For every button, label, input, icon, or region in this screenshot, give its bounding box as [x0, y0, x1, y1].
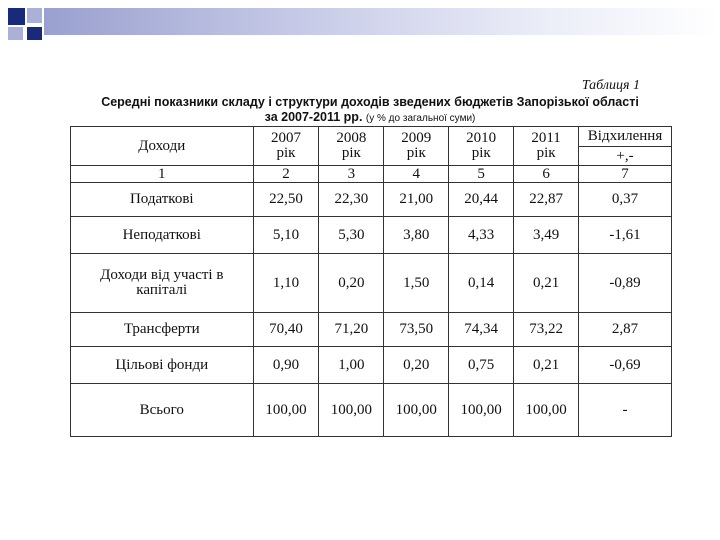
cell-value: 1,00 [319, 347, 384, 384]
cell-value: 0,20 [319, 254, 384, 313]
cell-value: 71,20 [319, 313, 384, 347]
cell-value: 3,49 [514, 217, 579, 254]
decor-square-navy-2 [27, 27, 42, 40]
table-title-line1: Середні показники складу і структури доходів зведених бюджетів Запорізької області [101, 95, 639, 109]
table-caption: Таблиця 1 [581, 78, 640, 93]
header-year-2011: 2011 рік [514, 127, 579, 166]
cell-value: 0,14 [449, 254, 514, 313]
cell-value: 1,50 [384, 254, 449, 313]
header-year-2010: 2010 рік [449, 127, 514, 166]
table-row [71, 313, 672, 347]
cell-value: 22,87 [514, 183, 579, 217]
cell-deviation: 2,87 [579, 313, 672, 347]
index-row [71, 166, 672, 183]
index-cell: 5 [449, 166, 514, 183]
index-cell: 6 [514, 166, 579, 183]
cell-value: 3,80 [384, 217, 449, 254]
cell-value: 5,30 [319, 217, 384, 254]
index-cell: 2 [253, 166, 319, 183]
row-label: Неподаткові [71, 217, 254, 254]
cell-value: 21,00 [384, 183, 449, 217]
decor-square-navy-1 [8, 8, 25, 25]
header-year-2009: 2009 рік [384, 127, 449, 166]
cell-value: 1,10 [253, 254, 319, 313]
index-cell: 7 [579, 166, 672, 183]
table-row [71, 254, 672, 313]
cell-deviation: 0,37 [579, 183, 672, 217]
table-title-unit: (у % до загальної суми) [365, 113, 476, 124]
row-label: Всього [71, 384, 254, 437]
cell-value: 100,00 [319, 384, 384, 437]
header-income: Доходи [71, 127, 254, 166]
row-label: Податкові [71, 183, 254, 217]
cell-value: 73,22 [514, 313, 579, 347]
table-row [71, 217, 672, 254]
cell-deviation: -0,69 [579, 347, 672, 384]
cell-value: 100,00 [253, 384, 319, 437]
decor-square-lavender-2 [8, 27, 23, 40]
cell-deviation: -0,89 [579, 254, 672, 313]
index-cell: 3 [319, 166, 384, 183]
cell-value: 73,50 [384, 313, 449, 347]
header-deviation-sign: +,- [579, 147, 672, 166]
decor-gradient-strip [44, 8, 720, 35]
cell-value: 20,44 [449, 183, 514, 217]
cell-deviation: -1,61 [579, 217, 672, 254]
cell-value: 22,30 [319, 183, 384, 217]
cell-value: 0,20 [384, 347, 449, 384]
cell-value: 5,10 [253, 217, 319, 254]
cell-value: 0,21 [514, 254, 579, 313]
row-label: Трансферти [71, 313, 254, 347]
decor-square-lavender-1 [27, 8, 42, 23]
cell-value: 22,50 [253, 183, 319, 217]
cell-deviation: - [579, 384, 672, 437]
cell-value: 0,75 [449, 347, 514, 384]
cell-value: 100,00 [384, 384, 449, 437]
header-deviation: Відхилення [579, 127, 672, 147]
cell-value: 4,33 [449, 217, 514, 254]
income-table [70, 126, 672, 437]
index-cell: 1 [71, 166, 254, 183]
header-year-2008: 2008 рік [319, 127, 384, 166]
table-row [71, 347, 672, 384]
table-row-total [71, 384, 672, 437]
table-title-line2 [70, 109, 670, 127]
cell-value: 0,21 [514, 347, 579, 384]
table-title-period: за 2007-2011 рр. [264, 110, 363, 124]
index-cell: 4 [384, 166, 449, 183]
header-year-2007: 2007 рік [253, 127, 319, 166]
header-row [71, 127, 672, 147]
row-label: Цільові фонди [71, 347, 254, 384]
table-row [71, 183, 672, 217]
cell-value: 100,00 [449, 384, 514, 437]
cell-value: 100,00 [514, 384, 579, 437]
cell-value: 74,34 [449, 313, 514, 347]
cell-value: 70,40 [253, 313, 319, 347]
cell-value: 0,90 [253, 347, 319, 384]
row-label: Доходи від участі в капіталі [71, 254, 254, 313]
